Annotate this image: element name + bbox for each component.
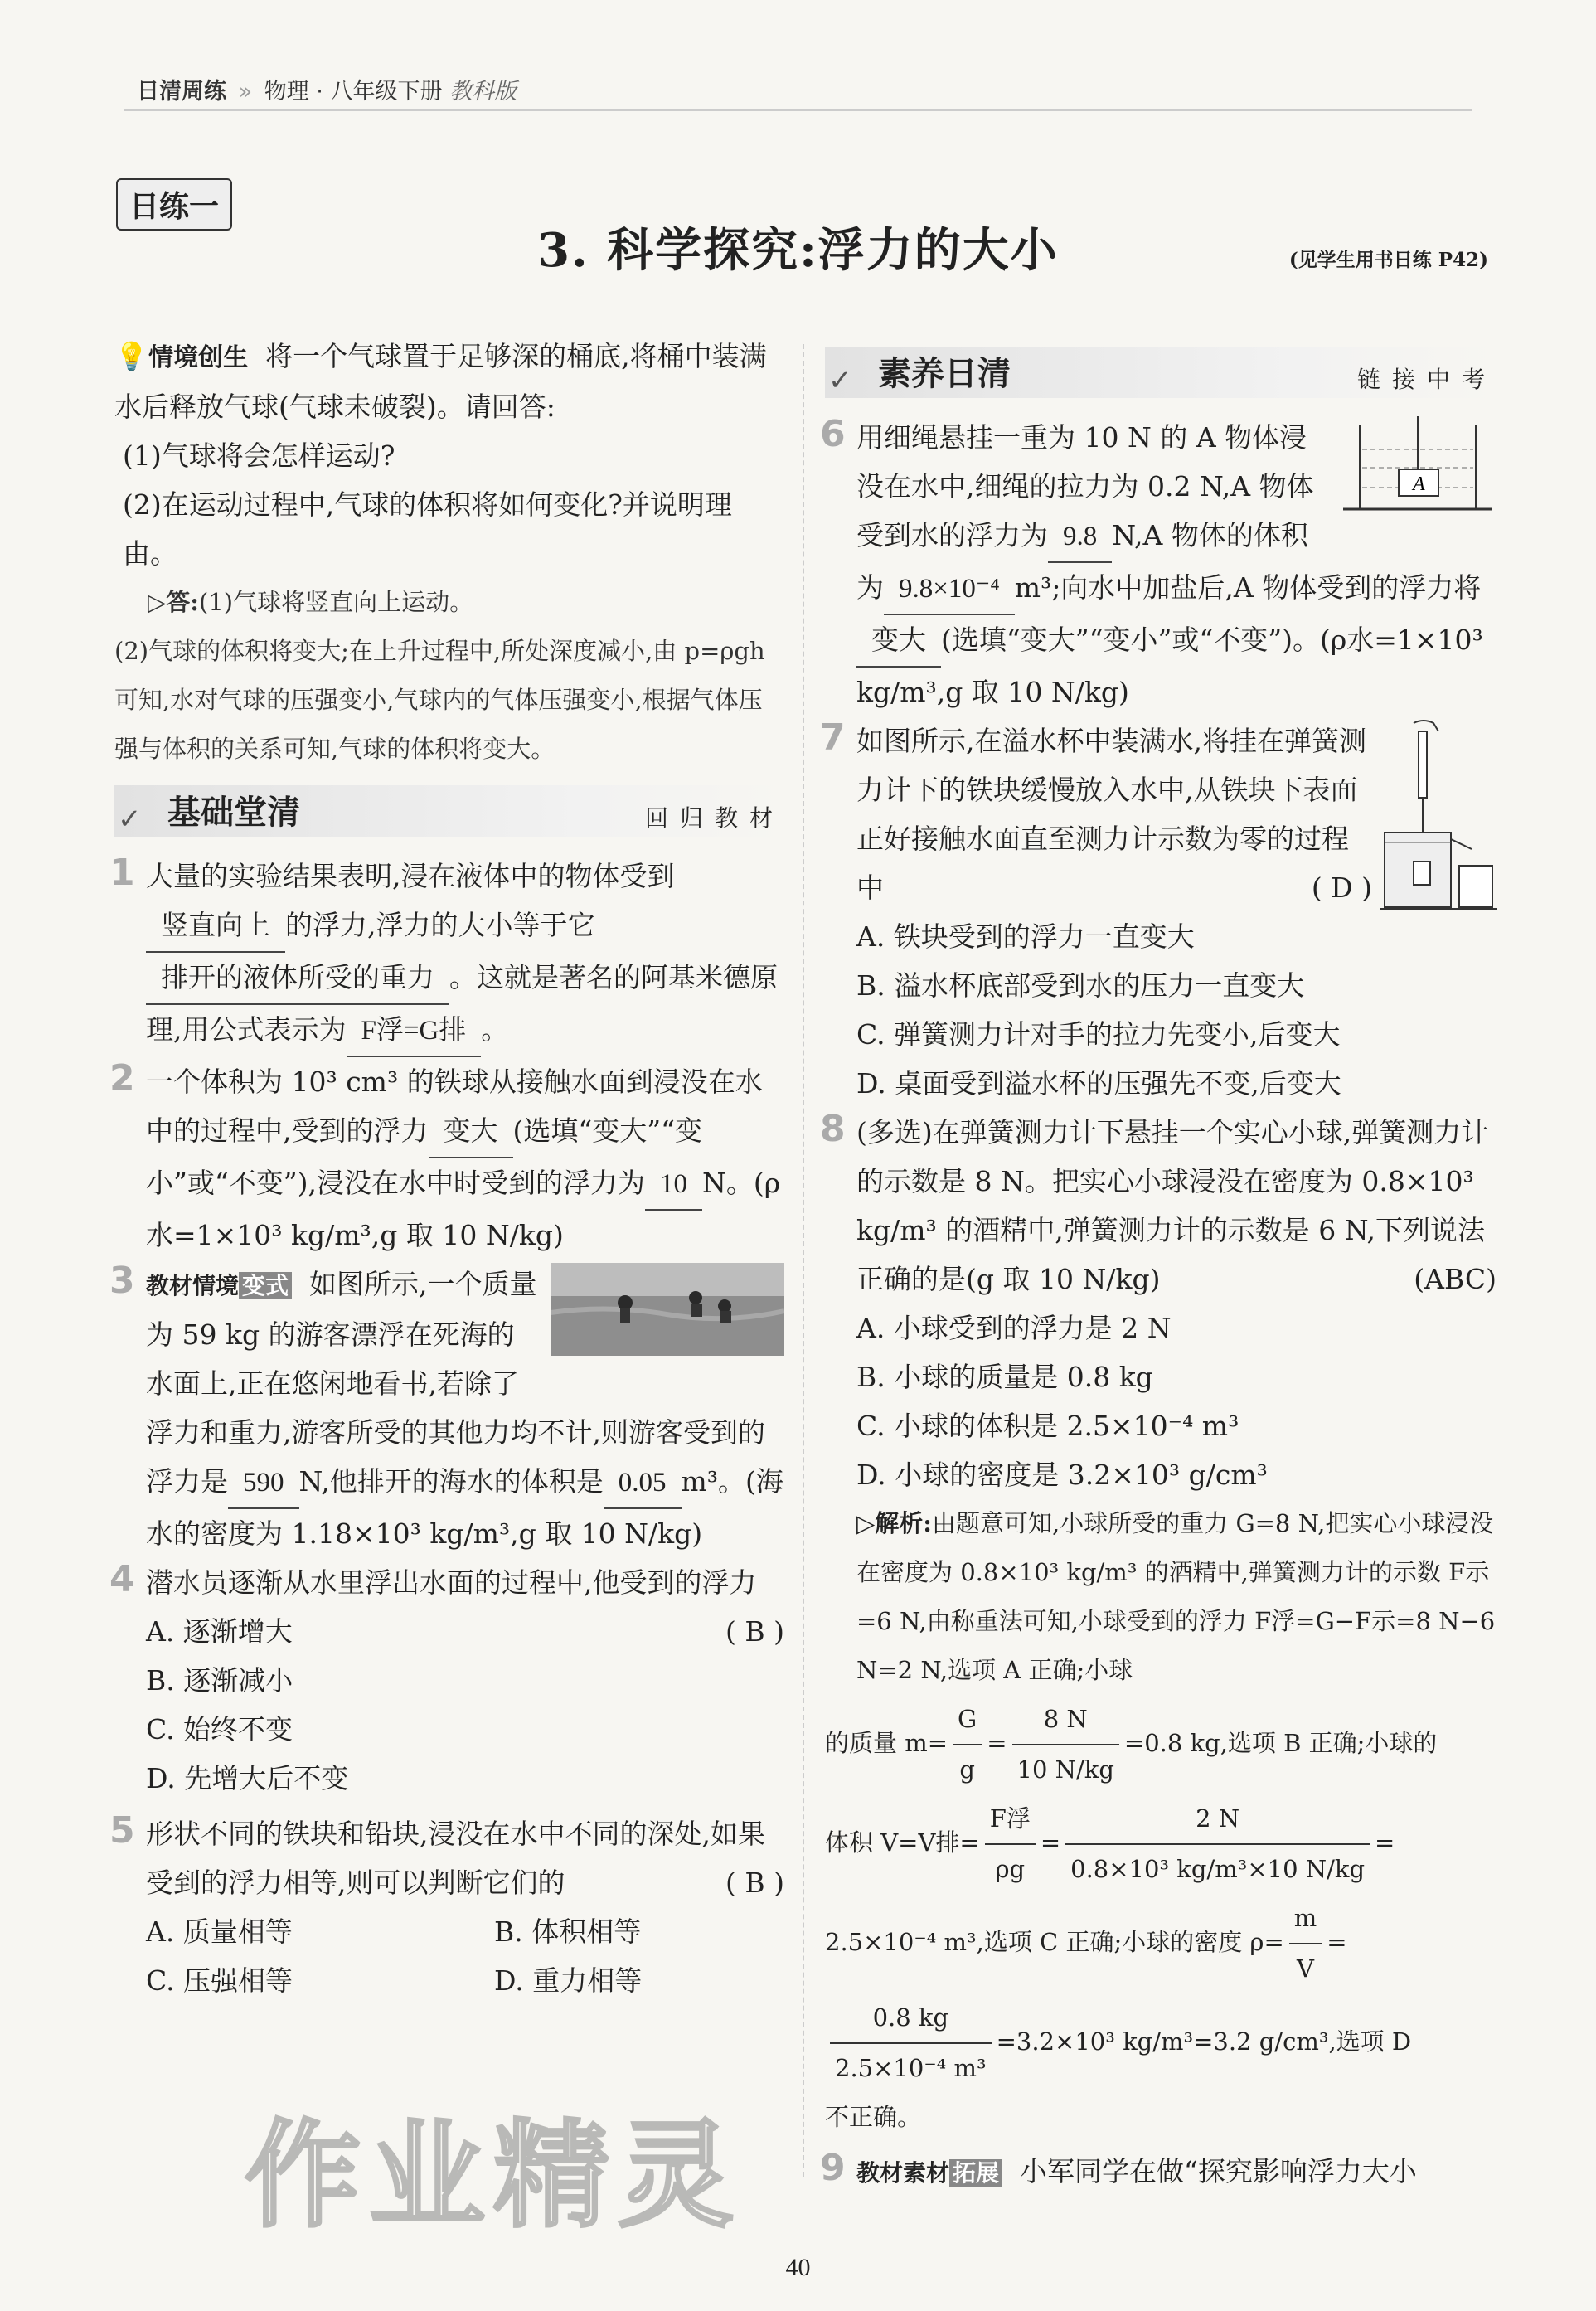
page-title: 3. 科学探究:浮力的大小	[537, 223, 1059, 278]
fraction-denominator: g	[959, 1755, 975, 1784]
q6-text-3: m³;向水中加盐后,A 物体受到的浮力将	[1014, 571, 1482, 604]
q3-blank-1: 590	[228, 1459, 299, 1509]
q9-text: 小军同学在做“探究影响浮力大小	[1020, 2155, 1417, 2187]
question-number: 5	[109, 1809, 135, 1852]
fraction-fbuoy-over-rhog	[985, 1794, 1036, 1894]
q3-blank-2: 0.05	[604, 1459, 682, 1509]
q1-blank-2: 排开的液体所受的重力	[146, 954, 449, 1005]
q3-badge-label: 教材情境	[146, 1272, 240, 1299]
question-8	[820, 1108, 1497, 1304]
q2-blank-2: 10	[645, 1160, 702, 1211]
q7-option-c: C. 弹簧测力计对手的拉力先变小,后变大	[856, 1018, 1341, 1051]
solution-text-1: 由题意可知,小球所受的重力 G=8 N,把实心小球浸没在密度为 0.8×10³ kg/m³ 的酒精中,弹簧测力计的示数 F示=6 N,由称重法可知,小球受到的浮力 F浮=G−F示=8 N−6 N=2 N,选项 A 正确;小球	[856, 1509, 1496, 1684]
question-number: 9	[820, 2147, 846, 2189]
q3-text-2: N,他排开的海水的体积是	[298, 1465, 604, 1498]
intro-text: 将一个气球置于足够深的桶底,将桶中装满水后释放气球(气球未破裂)。请回答:	[114, 340, 767, 423]
q8-option-a: A. 小球受到的浮力是 2 N	[856, 1312, 1172, 1344]
q3-badge-highlight: 变式	[239, 1272, 292, 1299]
q7-answer: ( D )	[1311, 871, 1372, 904]
question-number: 6	[820, 413, 846, 455]
q1-text-3: 。这就是著名的阿基米德原理,用公式表示为	[146, 961, 778, 1046]
fraction-denominator: V	[1297, 1954, 1314, 1983]
q8-solution	[825, 1499, 1497, 2142]
fraction-numerator: 2 N	[1065, 1794, 1370, 1845]
fraction-denominator: 10 N/kg	[1016, 1755, 1114, 1784]
q5-option-a: A. 质量相等	[146, 1915, 293, 1948]
q7-option-b: B. 溢水杯底部受到水的压力一直变大	[856, 969, 1305, 1002]
lightbulb-icon: 💡	[114, 340, 149, 372]
solution-mass: 的质量 m= $\frac{G}{g}$ = $\frac{8 N}{10 N/kg}$ =0.8 kg,选项 B 正确;小球的	[825, 1695, 1497, 1794]
fraction-denominator: 0.8×10³ kg/m³×10 N/kg	[1070, 1855, 1366, 1883]
section-basic-title: 基础堂清	[167, 794, 300, 832]
overflow-cup-diagram	[1380, 716, 1497, 915]
solution-volume: 体积 V=V排= $\frac{\text{F浮}}{\rho g}$ = $\frac{2 N}{\text{0.8×10³ kg/m³×10 N/kg}}$ =	[825, 1794, 1497, 1894]
running-header	[137, 73, 517, 105]
q8-option-d: D. 小球的密度是 3.2×10³ g/cm³	[856, 1459, 1268, 1491]
q1-text-4: 。	[481, 1013, 509, 1046]
q5-options-row-2	[114, 1956, 784, 2005]
q3-badge	[146, 1261, 292, 1310]
page-number: 40	[785, 2254, 811, 2281]
block-label: A	[1413, 473, 1425, 495]
q7-option-d: D. 桌面受到溢水杯的压强先不变,后变大	[856, 1067, 1341, 1100]
q6-blank-2: 9.8×10⁻⁴	[884, 565, 1015, 615]
q8-answer: (ABC)	[1414, 1263, 1497, 1295]
answer-1-text: (1)气球将竖直向上运动。	[199, 588, 474, 616]
q6-text-2: N,A 物体的体积为	[856, 519, 1308, 604]
q6-blank-1: 9.8	[1048, 512, 1112, 563]
q5-option-d: D. 重力相等	[494, 1964, 643, 1997]
question-5	[109, 1809, 784, 1907]
reference-note: (见学生用书日练 P42)	[1288, 249, 1488, 271]
fraction-m-over-v	[1289, 1894, 1322, 1993]
q7-stem: 如图所示,在溢水杯中装满水,将挂在弹簧测力计下的铁块缓慢放入水中,从铁块下表面正好接触水面直至测力计示数为零的过程中	[856, 725, 1366, 904]
question-1	[109, 852, 784, 1057]
solution-mass-lead: 的质量 m=	[825, 1729, 948, 1757]
fraction-numerator: m	[1289, 1894, 1322, 1944]
solution-para-1	[825, 1499, 1497, 1695]
intro-question-2: (2)在运动过程中,气球的体积将如何变化?并说明理由。	[123, 488, 732, 570]
watermark: 作业精灵	[245, 2109, 743, 2244]
question-9	[820, 2147, 1497, 2197]
answer-label: ▷答:	[148, 588, 200, 616]
intro-scenario	[114, 332, 784, 431]
header-arrow: »	[238, 79, 253, 104]
q4-option-a: A. 逐渐增大	[146, 1615, 293, 1648]
question-number: 3	[109, 1260, 135, 1302]
q4-option-c: C. 始终不变	[146, 1713, 293, 1745]
q5-option-c: C. 压强相等	[146, 1964, 293, 1997]
section-basic-header	[114, 785, 784, 837]
solution-volume-lead: 体积 V=V排=	[825, 1828, 980, 1857]
solution-density: 2.5×10⁻⁴ m³,选项 C 正确;小球的密度 ρ= $\frac{m}{V}$ =	[825, 1894, 1497, 1993]
q9-badge-highlight: 拓展	[949, 2159, 1002, 2187]
q4-option-b: B. 逐渐减小	[146, 1664, 293, 1697]
fraction-2n-over-rhog	[1065, 1794, 1370, 1894]
solution-density-result	[825, 1993, 1497, 2093]
q5-options-row-1	[114, 1907, 784, 1956]
q2-text-1: 一个体积为 10³ cm³ 的铁球从接触水面到浸没在水中的过程中,受到的浮力	[146, 1066, 763, 1147]
fraction-8n-over-10	[1012, 1695, 1119, 1794]
q1-blank-3: F浮=G排	[347, 1007, 482, 1057]
q4-answer: ( B )	[725, 1615, 784, 1648]
hanging-block-diagram	[1339, 416, 1497, 516]
fraction-denominator: ρg	[995, 1855, 1026, 1883]
question-number: 4	[109, 1558, 135, 1600]
q2-text-3: N。(ρ水=1×10³ kg/m³,g 取 10 N/kg)	[146, 1167, 781, 1251]
question-number: 1	[109, 852, 135, 894]
lesson-tag: 日练一	[116, 178, 232, 231]
section-basic-subtitle: 回归教材	[644, 804, 784, 832]
q8-option-b: B. 小球的质量是 0.8 kg	[856, 1361, 1153, 1393]
q8-stem: (多选)在弹簧测力计下悬挂一个实心小球,弹簧测力计的示数是 8 N。把实心小球浸没在密度为 0.8×10³ kg/m³ 的酒精中,弹簧测力计的示数是 6 N,下列说法正确的是(g 取 10 N/kg)	[856, 1116, 1489, 1295]
question-number: 8	[820, 1108, 846, 1150]
series-name: 日清周练	[137, 79, 226, 104]
fraction-numerator: G	[953, 1695, 982, 1745]
intro-question-1: (1)气球将会怎样运动?	[123, 439, 395, 472]
intro-label: 情境创生	[148, 343, 249, 372]
fraction-numerator: 0.8 kg	[830, 1993, 992, 2044]
q2-blank-1: 变大	[429, 1108, 513, 1158]
question-3	[109, 1260, 784, 1558]
question-2	[109, 1057, 784, 1260]
question-6	[820, 413, 1497, 716]
dead-sea-photo	[551, 1263, 784, 1356]
q5-option-b: B. 体积相等	[494, 1915, 642, 1948]
solution-mass-tail: =0.8 kg,选项 B 正确;小球的	[1123, 1729, 1438, 1757]
q9-badge	[856, 2148, 1002, 2197]
q1-text-1: 大量的实验结果表明,浸在液体中的物体受到	[146, 860, 675, 892]
q3-text-1: 如图所示,一个质量为 59 kg 的游客漂浮在死海的水面上,正在悠闲地看书,若除了浮力和重力,游客所受的其他力均不计,则游客受到的浮力是	[146, 1268, 765, 1498]
header-rule	[124, 109, 1472, 111]
q6-blank-3: 变大	[856, 617, 941, 668]
fraction-denominator: 2.5×10⁻⁴ m³	[835, 2054, 987, 2082]
solution-label: ▷解析:	[856, 1509, 933, 1537]
q7-option-a: A. 铁块受到的浮力一直变大	[856, 920, 1195, 953]
q3-text-3: m³。(海水的密度为 1.18×10³ kg/m³,g 取 10 N/kg)	[146, 1465, 783, 1550]
q4-stem: 潜水员逐渐从水里浮出水面的过程中,他受到的浮力	[146, 1566, 757, 1599]
q4-option-d: D. 先增大后不变	[146, 1762, 349, 1794]
q6-text-4: (选填“变大”“变小”或“不变”)。(ρ水=1×10³ kg/m³,g 取 10 N/kg)	[856, 624, 1483, 708]
q5-answer: ( B )	[725, 1867, 784, 1899]
fraction-numerator: 8 N	[1012, 1695, 1119, 1745]
q1-text-2: 的浮力,浮力的大小等于它	[285, 909, 595, 941]
fraction-numerator: F浮	[985, 1794, 1036, 1845]
intro-answer-2: (2)气球的体积将变大;在上升过程中,所处深度减小,由 p=ρgh 可知,水对气球的压强变小,气球内的气体压强变小,根据气体压强与体积的关系可知,气球的体积将变大。	[114, 637, 765, 763]
section-daily-subtitle: 链接中考	[1356, 366, 1497, 393]
intro-answer-1	[114, 578, 784, 627]
q9-badge-label: 教材素材	[856, 2159, 950, 2187]
solution-end: 不正确。	[825, 2103, 922, 2131]
check-swoosh-icon: ✓	[828, 364, 852, 397]
question-number: 2	[109, 1057, 135, 1100]
solution-density-lead: 2.5×10⁻⁴ m³,选项 C 正确;小球的密度 ρ=	[825, 1928, 1284, 1956]
subject-name: 物理 · 八年级下册	[264, 79, 443, 104]
question-7	[820, 716, 1497, 912]
q5-stem: 形状不同的铁块和铅块,浸没在水中不同的深处,如果受到的浮力相等,则可以判断它们的	[146, 1818, 765, 1899]
solution-density-tail: =3.2×10³ kg/m³=3.2 g/cm³,选项 D	[996, 2027, 1412, 2056]
q1-blank-1: 竖直向上	[146, 902, 285, 953]
check-swoosh-icon: ✓	[118, 803, 142, 836]
section-daily-header	[825, 347, 1497, 398]
edition-name: 教科版	[449, 79, 517, 104]
fraction-mass-over-volume	[830, 1993, 992, 2093]
q2-text-2: (选填“变大”“变小”或“不变”),浸没在水中时受到的浮力为	[146, 1114, 702, 1199]
right-column	[820, 347, 1497, 2197]
section-daily-title: 素养日清	[878, 355, 1011, 393]
left-column	[109, 332, 784, 2005]
q8-option-c: C. 小球的体积是 2.5×10⁻⁴ m³	[856, 1410, 1239, 1442]
column-divider	[803, 344, 804, 2177]
fraction-g-over-g	[953, 1695, 982, 1794]
question-number: 7	[820, 716, 846, 759]
q6-text-1: 用细绳悬挂一重为 10 N 的 A 物体浸没在水中,细绳的拉力为 0.2 N,A 物体受到水的浮力为	[856, 421, 1314, 551]
